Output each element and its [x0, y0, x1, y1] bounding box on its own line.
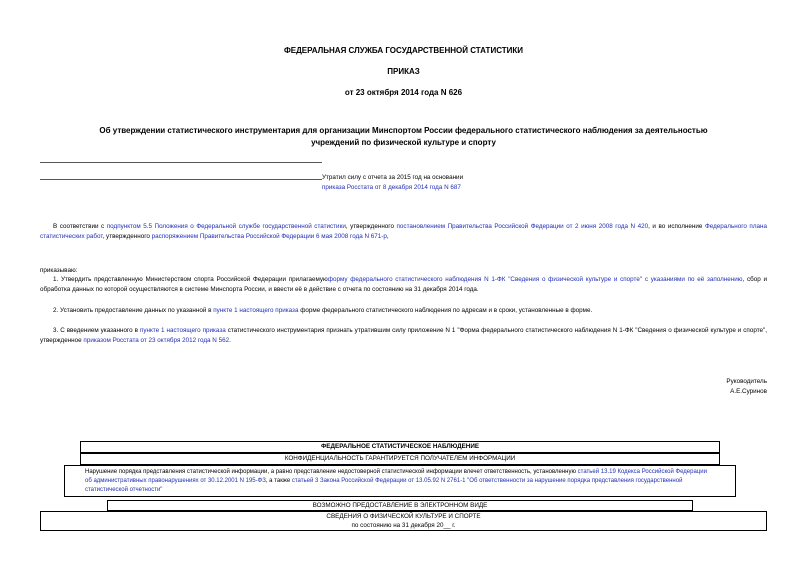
item-text: статистического инструментария признать утратившим силу приложение N 1 "Форма федерального статистического наблюдения N 1-ФК "Сведения о физической культуре и спорте", утвержденное	[40, 327, 767, 344]
form-1fk-link[interactable]: форму федерального статистического наблюдения N 1-ФК "Сведения о физической культуре и спорте" с указаниями по её заполнению	[327, 276, 743, 283]
item-text: , сбор и обработка данных по которой осуществляются в системе Минспорта России, и ввести её в действие с отчета по состоянию на 31 декабря 2014 года.	[40, 276, 768, 293]
form-electronic-notice: ВОЗМОЖНО ПРЕДОСТАВЛЕНИЕ В ЭЛЕКТРОННОМ ВИДЕ	[107, 500, 693, 511]
signature-block	[567, 377, 767, 397]
law-2761-link[interactable]: статьей 3 Закона Российской Федерации от 13.05.92 N 2761-1 "Об ответственности за нарушение порядка представления государственной статистической отчетности"	[85, 478, 683, 493]
statistical-plan-link[interactable]: Федерального плана статистических работ	[40, 223, 767, 240]
signatory-role: Руководитель	[726, 378, 767, 385]
order-item-1	[40, 275, 767, 295]
form-info-title-box	[40, 511, 767, 531]
order-word: приказываю:	[40, 267, 78, 274]
title-line-2: учреждений по физической культуре и спорту	[311, 138, 496, 147]
item-1-reference-link[interactable]: пункте 1 настоящего приказа	[213, 307, 299, 314]
preamble-text: , и во исполнение	[648, 223, 705, 230]
liability-text: Нарушение порядка представления статистической информации, а равно представление недостоверной статистической информации влечет ответственность, установленную	[85, 469, 578, 475]
separator-line	[40, 179, 322, 180]
regulation-link[interactable]: подпунктом 5.5 Положения о Федеральной службе государственной статистики	[106, 223, 346, 230]
item-text: 1. Утвердить представленную Министерством спорта Российской Федерации прилагаемую	[53, 276, 328, 283]
form-observation-header: ФЕДЕРАЛЬНОЕ СТАТИСТИЧЕСКОЕ НАБЛЮДЕНИЕ	[80, 441, 720, 453]
item-text: 2. Установить предоставление данных по указанной в	[53, 307, 214, 314]
expiry-order-link[interactable]: приказа Росстата от 8 декабря 2014 года N 687	[322, 184, 461, 191]
document-date-number: от 23 октября 2014 года N 626	[344, 88, 463, 97]
government-decree-link[interactable]: постановлением Правительства Российской Федерации от 2 июня 2008 года N 420	[396, 223, 649, 230]
form-as-of-date: по состоянию на 31 декабря 20__ г.	[351, 521, 456, 529]
preamble-paragraph	[40, 222, 767, 242]
item-1-reference-link[interactable]: пункте 1 настоящего приказа	[139, 327, 226, 334]
form-confidentiality-notice: КОНФИДЕНЦИАЛЬНОСТЬ ГАРАНТИРУЕТСЯ ПОЛУЧАТЕЛЕМ ИНФОРМАЦИИ	[80, 453, 720, 465]
government-order-link[interactable]: распоряжением Правительства Российской Федерации 6 мая 2008 года N 671-р	[151, 233, 387, 240]
expiry-note	[322, 173, 622, 193]
preamble-text: , утвержденного	[345, 223, 397, 230]
order-item-3	[40, 326, 767, 346]
order-item-2	[40, 306, 767, 316]
separator-line	[40, 162, 322, 163]
preamble-text: ,	[386, 233, 389, 240]
document-type: ПРИКАЗ	[387, 67, 420, 76]
signatory-name: А.Е.Суринов	[730, 388, 767, 395]
agency-name: ФЕДЕРАЛЬНАЯ СЛУЖБА ГОСУДАРСТВЕННОЙ СТАТИСТИКИ	[283, 46, 524, 55]
liability-text: , а также	[265, 478, 292, 484]
title-line-1: Об утверждении статистического инструментария для организации Минспортом России федерального статистического наблюдения за деятельностью	[99, 126, 708, 135]
document-title	[40, 125, 767, 149]
rosstat-order-562-link[interactable]: приказом Росстата от 23 октября 2012 года N 562	[83, 337, 230, 344]
item-text: .	[229, 337, 231, 344]
item-text: 3. С введением указанного в	[53, 327, 140, 334]
form-info-title: СВЕДЕНИЯ О ФИЗИЧЕСКОЙ КУЛЬТУРЕ И СПОРТЕ	[326, 513, 481, 520]
form-liability-notice	[64, 465, 736, 497]
item-text: форме федерального статистического наблюдения по адресам и в сроки, установленные в форме.	[298, 307, 593, 314]
koap-article-link[interactable]: статьей 13.19 Кодекса Российской Федерации об административных правонарушениях от 30.12.2001 N 195-ФЗ	[85, 469, 707, 484]
preamble-text: , утвержденного	[102, 233, 152, 240]
preamble-text: В соответствии с	[53, 223, 107, 230]
expiry-note-text: Утратил силу с отчета за 2015 год на основании	[322, 174, 464, 181]
